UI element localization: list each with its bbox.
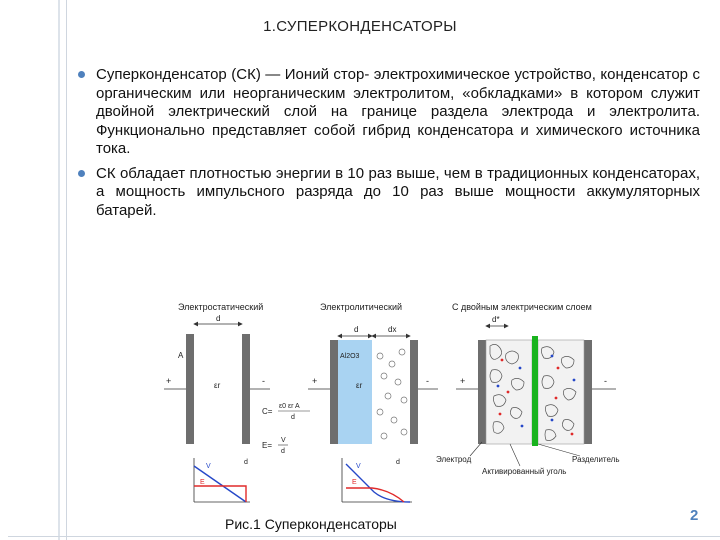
bullet-icon: [78, 71, 85, 78]
field-formula-den: d: [281, 448, 285, 455]
electrode-left: [478, 340, 486, 444]
electrode-right: [584, 340, 592, 444]
graph-v-label: V: [206, 463, 211, 470]
cathode-plate: [410, 340, 418, 444]
cap-formula-den: d: [291, 414, 295, 421]
graph-v-label-2: V: [356, 463, 361, 470]
label-minus: -: [262, 376, 265, 386]
bullet-item: [78, 66, 700, 159]
panel-title-double-layer: С двойным электрическим слоем: [452, 302, 592, 312]
cap-formula-lhs: C=: [262, 407, 273, 416]
label-d: d: [216, 314, 221, 323]
label-d-2: d: [354, 325, 359, 334]
figure-caption: Рис.1 Суперконденсаторы: [225, 516, 397, 532]
label-plus-2: +: [312, 376, 318, 386]
label-plus: +: [166, 376, 172, 386]
bullet-text: СК обладает плотностью энергии в 10 раз выше, чем в традиционных конденсаторах, а мощность импульсного разряда до 10 раз выше мощности аккумуляторных батарей.: [96, 164, 700, 219]
label-al2o3: Al2O3: [340, 353, 360, 360]
separator-membrane: [532, 336, 538, 446]
label-er-2: εr: [356, 381, 363, 390]
graph-d-label-2: d: [396, 459, 400, 466]
label-minus-3: -: [604, 376, 607, 386]
anode-plate: [330, 340, 338, 444]
bullet-text: Суперконденсатор (СК) — Ионий стор- электрохимическое устройство, конденсатор с органическим или неорганическим электролитом, «обкладками» в котором служит двойной электрический слой на границе раздела электрода и электролита. Функционально представляет собой гибрид конденсатора и химического источника тока.: [96, 66, 700, 157]
cap-formula-num: ε0 εr A: [279, 403, 300, 410]
supercapacitor-figure: [160, 296, 660, 510]
activated-carbon-right: [538, 340, 584, 444]
label-d-star: d*: [492, 315, 500, 324]
label-er: εr: [214, 381, 221, 390]
field-formula-num: V: [281, 437, 286, 444]
label-plus-3: +: [460, 376, 466, 386]
plate-right: [242, 334, 250, 444]
bullet-item: [78, 165, 700, 221]
label-separator: Разделитель: [572, 455, 620, 464]
slide-content: [78, 66, 700, 226]
label-dx: dx: [388, 325, 397, 334]
slide-frame-left: [8, 0, 67, 540]
label-minus-2: -: [426, 376, 429, 386]
bullet-icon: [78, 170, 85, 177]
panel-title-electrolytic: Электролитический: [320, 302, 403, 312]
field-formula-lhs: E=: [262, 441, 273, 450]
label-electrode: Электрод: [436, 455, 472, 464]
slide-frame-bottom: [8, 536, 720, 537]
page-number: 2: [690, 507, 699, 524]
graph-e-label: E: [200, 479, 205, 486]
graph-d-label: d: [244, 459, 248, 466]
graph-e-label-2: E: [352, 479, 357, 486]
label-activated-carbon: Активированный уголь: [482, 467, 567, 476]
label-A: A: [178, 351, 184, 360]
panel-title-electrostatic: Электростатический: [178, 302, 264, 312]
plate-left: [186, 334, 194, 444]
slide-title: 1.СУПЕРКОНДЕНСАТОРЫ: [263, 18, 457, 35]
